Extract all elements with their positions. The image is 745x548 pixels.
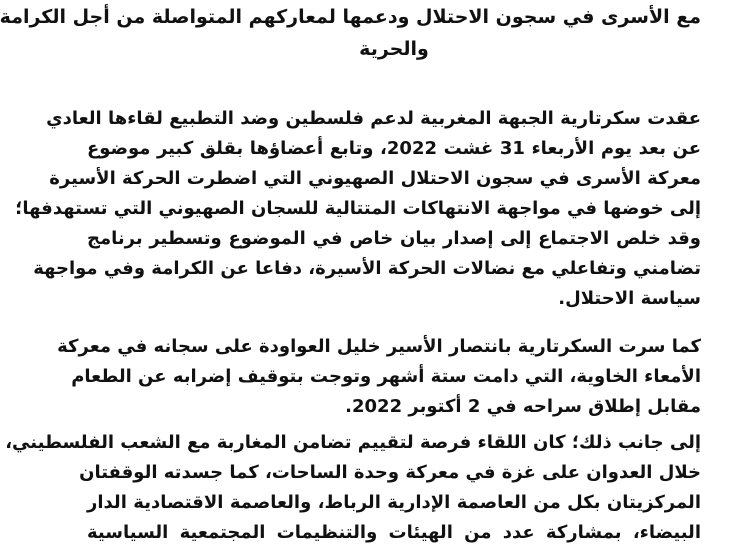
paragraph-line: كما سرت السكرتارية بانتصار الأسير خليل العواودة على سجانه في معركة bbox=[57, 336, 701, 357]
paragraph-prisoner-victory bbox=[57, 332, 701, 422]
paragraph-line: معركة الأسرى في سجون الاحتلال الصهيوني التي اضطرت الحركة الأسيرة bbox=[49, 168, 701, 189]
paragraph-line: البيضاء، بمشاركة عدد من الهيئات والتنظيمات المجتمعية السياسية bbox=[87, 522, 701, 543]
paragraph-line: المركزيتان بكل من العاصمة الإدارية الرباط، والعاصمة الاقتصادية الدار bbox=[87, 492, 701, 513]
paragraph-line: مقابل إطلاق سراحه في 2 أكتوبر 2022. bbox=[345, 396, 701, 417]
paragraph-line: عقدت سكرتارية الجبهة المغربية لدعم فلسطين وضد التطبيع لقاءها العادي bbox=[46, 108, 701, 129]
paragraph-line: إلى خوضها في مواجهة الانتهاكات المتتالية للسجان الصهيوني التي تستهدفها؛ bbox=[15, 198, 701, 219]
paragraph-meeting bbox=[15, 104, 702, 314]
heading-line-2: والحرية bbox=[359, 38, 429, 60]
paragraph-line: تضامني وتفاعلي مع نضالات الحركة الأسيرة، دفاعا عن الكرامة وفي مواجهة bbox=[33, 258, 701, 279]
paragraph-line: عن بعد يوم الأربعاء 31 غشت 2022، وتابع أعضاؤها بقلق كبير موضوع bbox=[87, 138, 702, 159]
paragraph-line: سياسة الاحتلال. bbox=[558, 288, 701, 309]
heading-line-1: مع الأسرى في سجون الاحتلال ودعمها لمعاركهم المتواصلة من أجل الكرامة bbox=[0, 6, 701, 28]
paragraph-line: إلى جانب ذلك؛ كان اللقاء فرصة لتقييم تضامن المغاربة مع الشعب الفلسطيني، bbox=[5, 432, 701, 453]
paragraph-solidarity bbox=[5, 428, 701, 548]
paragraph-line: خلال العدوان على غزة في معركة وحدة الساحات، كما جسدته الوقفتان bbox=[79, 462, 701, 483]
paragraph-line: الأمعاء الخاوية، التي دامت ستة أشهر وتوجت بتوقيف إضرابه عن الطعام bbox=[71, 366, 701, 387]
paragraph-line: وقد خلص الاجتماع إلى إصدار بيان خاص في الموضوع وتسطير برنامج bbox=[87, 228, 701, 249]
